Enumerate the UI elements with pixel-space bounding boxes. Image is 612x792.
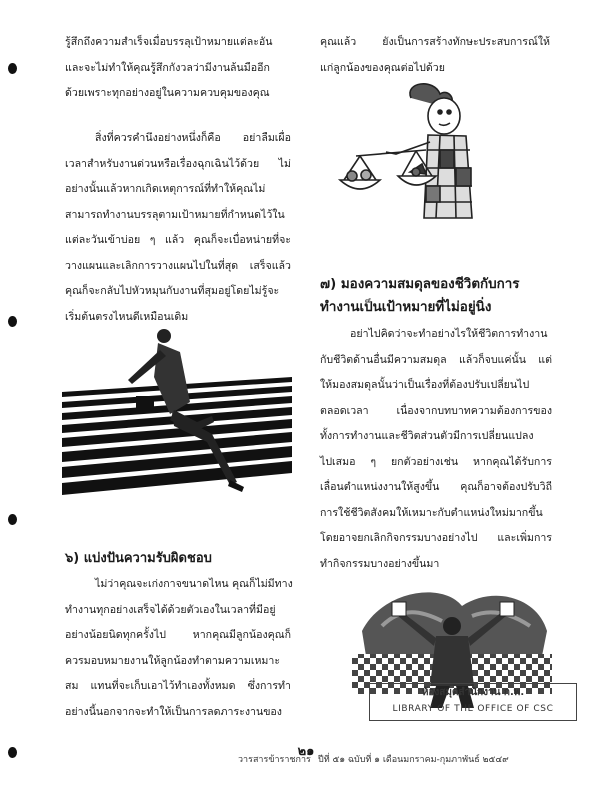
text-line: ควรมอบหมายงานให้ลูกน้องทำตามความเหมาะ <box>65 654 281 667</box>
text-line: การใช้ชีวิตสังคมให้เหมาะกับตำแหน่งใหม่มากขึ้น <box>320 506 543 519</box>
section-7-heading-line-2: ทำงานเป็นเป้าหมายที่ไม่อยู่นิ่ง <box>320 300 492 315</box>
text-line: วางแผนและเลิกการวางแผนไปในที่สุด เสร็จแล้ว <box>65 259 291 272</box>
text-line: คุณแล้ว ยังเป็นการสร้างทักษะประสบการณ์ให้ <box>320 36 550 48</box>
section-7-heading-line-1: ๗) มองความสมดุลของชีวิตกับการ <box>320 277 520 292</box>
text-line: ทำงานทุกอย่างเสร็จได้ด้วยตัวเองในเวลาที่มีอยู่ <box>65 603 276 616</box>
library-stamp <box>369 683 577 721</box>
stamp-line-2: LIBRARY OF THE OFFICE OF CSC <box>392 704 554 714</box>
text-line: คุณก็จะกลับไปหัวหมุนกับงานที่สุมอยู่โดยไม่รู้จะ <box>65 285 280 297</box>
punch-hole-middle <box>8 316 17 327</box>
left-para-1 <box>65 30 291 107</box>
text-line: อย่างนี้นอกจากจะทำให้เป็นการลดภาระงานของ <box>65 705 282 718</box>
punch-hole-lower <box>8 514 17 525</box>
balance-woman-illustration <box>336 80 486 220</box>
text-line: ทั้งการทำงานและชีวิตส่วนตัวมีการเปลี่ยนแปลง <box>320 430 534 442</box>
text-line: เวลาสำหรับงานด่วนหรือเรื่องฉุกเฉินไว้ด้วย ไม่ <box>65 157 291 170</box>
section-6-heading: ๖) แบ่งปันความรับผิดชอบ <box>65 551 212 566</box>
text-line: ทำกิจกรรมบางอย่างขึ้นมา <box>320 557 440 570</box>
text-line: ตลอดเวลา เนื่องจากบทบาทความต้องการของ <box>320 404 552 417</box>
left-para-3 <box>65 572 291 725</box>
left-para-2 <box>65 126 291 330</box>
text-line: กับชีวิตด้านอื่นมีความสมดุล แล้วก็จบแค่นั้น แต่ <box>320 353 552 366</box>
text-line: เลื่อนตำแหน่งงานให้สูงขึ้น คุณก็อาจต้องปรับวิถี <box>320 481 552 493</box>
text-line: เริ่มต้นตรงไหนดีเหมือนเดิม <box>65 310 189 323</box>
text-line: อย่าไปคิดว่าจะทำอย่างไรให้ชีวิตการทำงาน <box>350 328 548 340</box>
stamp-line-1: ห้องสมุดสำนักงาน ก.พ. <box>421 687 525 698</box>
text-line: อย่างนั้นแล้วหากเกิดเหตุการณ์ที่ทำให้คุณไม่ <box>65 183 266 195</box>
text-line: ให้มองสมดุลนั้นว่าเป็นเรื่องที่ต้องปรับเปลี่ยนไป <box>320 379 530 391</box>
text-line: ไม่ว่าคุณจะเก่งกาจขนาดไหน คุณก็ไม่มีทาง <box>95 578 293 590</box>
footer-journal-name: วารสารข้าราชการ <box>238 755 311 765</box>
right-para-1 <box>320 30 550 81</box>
text-line: สม แทนที่จะเก็บเอาไว้ทำเองทั้งหมด ซึ่งการทำ <box>65 680 291 692</box>
text-line: ด้วยเพราะทุกอย่างอยู่ในความควบคุมของคุณ <box>65 87 270 99</box>
punch-hole-top <box>8 63 17 74</box>
text-line: สิ่งที่ควรคำนึงอย่างหนึ่งก็คือ อย่าลืมเผื่อ <box>95 132 291 144</box>
text-line: แก่ลูกน้องของคุณต่อไปด้วย <box>320 61 445 74</box>
text-line: ไปเสมอ ๆ ยกตัวอย่างเช่น หากคุณได้รับการ <box>320 455 552 468</box>
text-line: สามารถทำงานบรรลุตามเป้าหมายที่กำหนดไว้ใน <box>65 208 285 221</box>
text-line: อย่างน้อยนิดทุกครั้งไป หากคุณมีลูกน้องคุณก็ <box>65 629 291 641</box>
footer-issue-info: ปีที่ ๕๑ ฉบับที่ ๑ เดือนมกราคม-กุมภาพันธ์ ๒๕๔๙ <box>318 755 509 765</box>
text-line: รู้สึกถึงความสำเร็จเมื่อบรรลุเป้าหมายแต่ละอัน <box>65 36 273 48</box>
page-number: ๒๑ <box>297 744 315 759</box>
text-line: โดยอาจยกเลิกกิจกรรมบางอย่างไป และเพิ่มการ <box>320 532 552 544</box>
text-line: และจะไม่ทำให้คุณรู้สึกกังวลว่ามีงานล้นมืออีก <box>65 61 270 74</box>
stair-runner-illustration <box>62 322 292 497</box>
right-para-2 <box>320 322 552 577</box>
text-line: แต่ละวันเข้าบ่อย ๆ แล้ว คุณก็จะเบื่อหน่ายที่จะ <box>65 234 291 246</box>
